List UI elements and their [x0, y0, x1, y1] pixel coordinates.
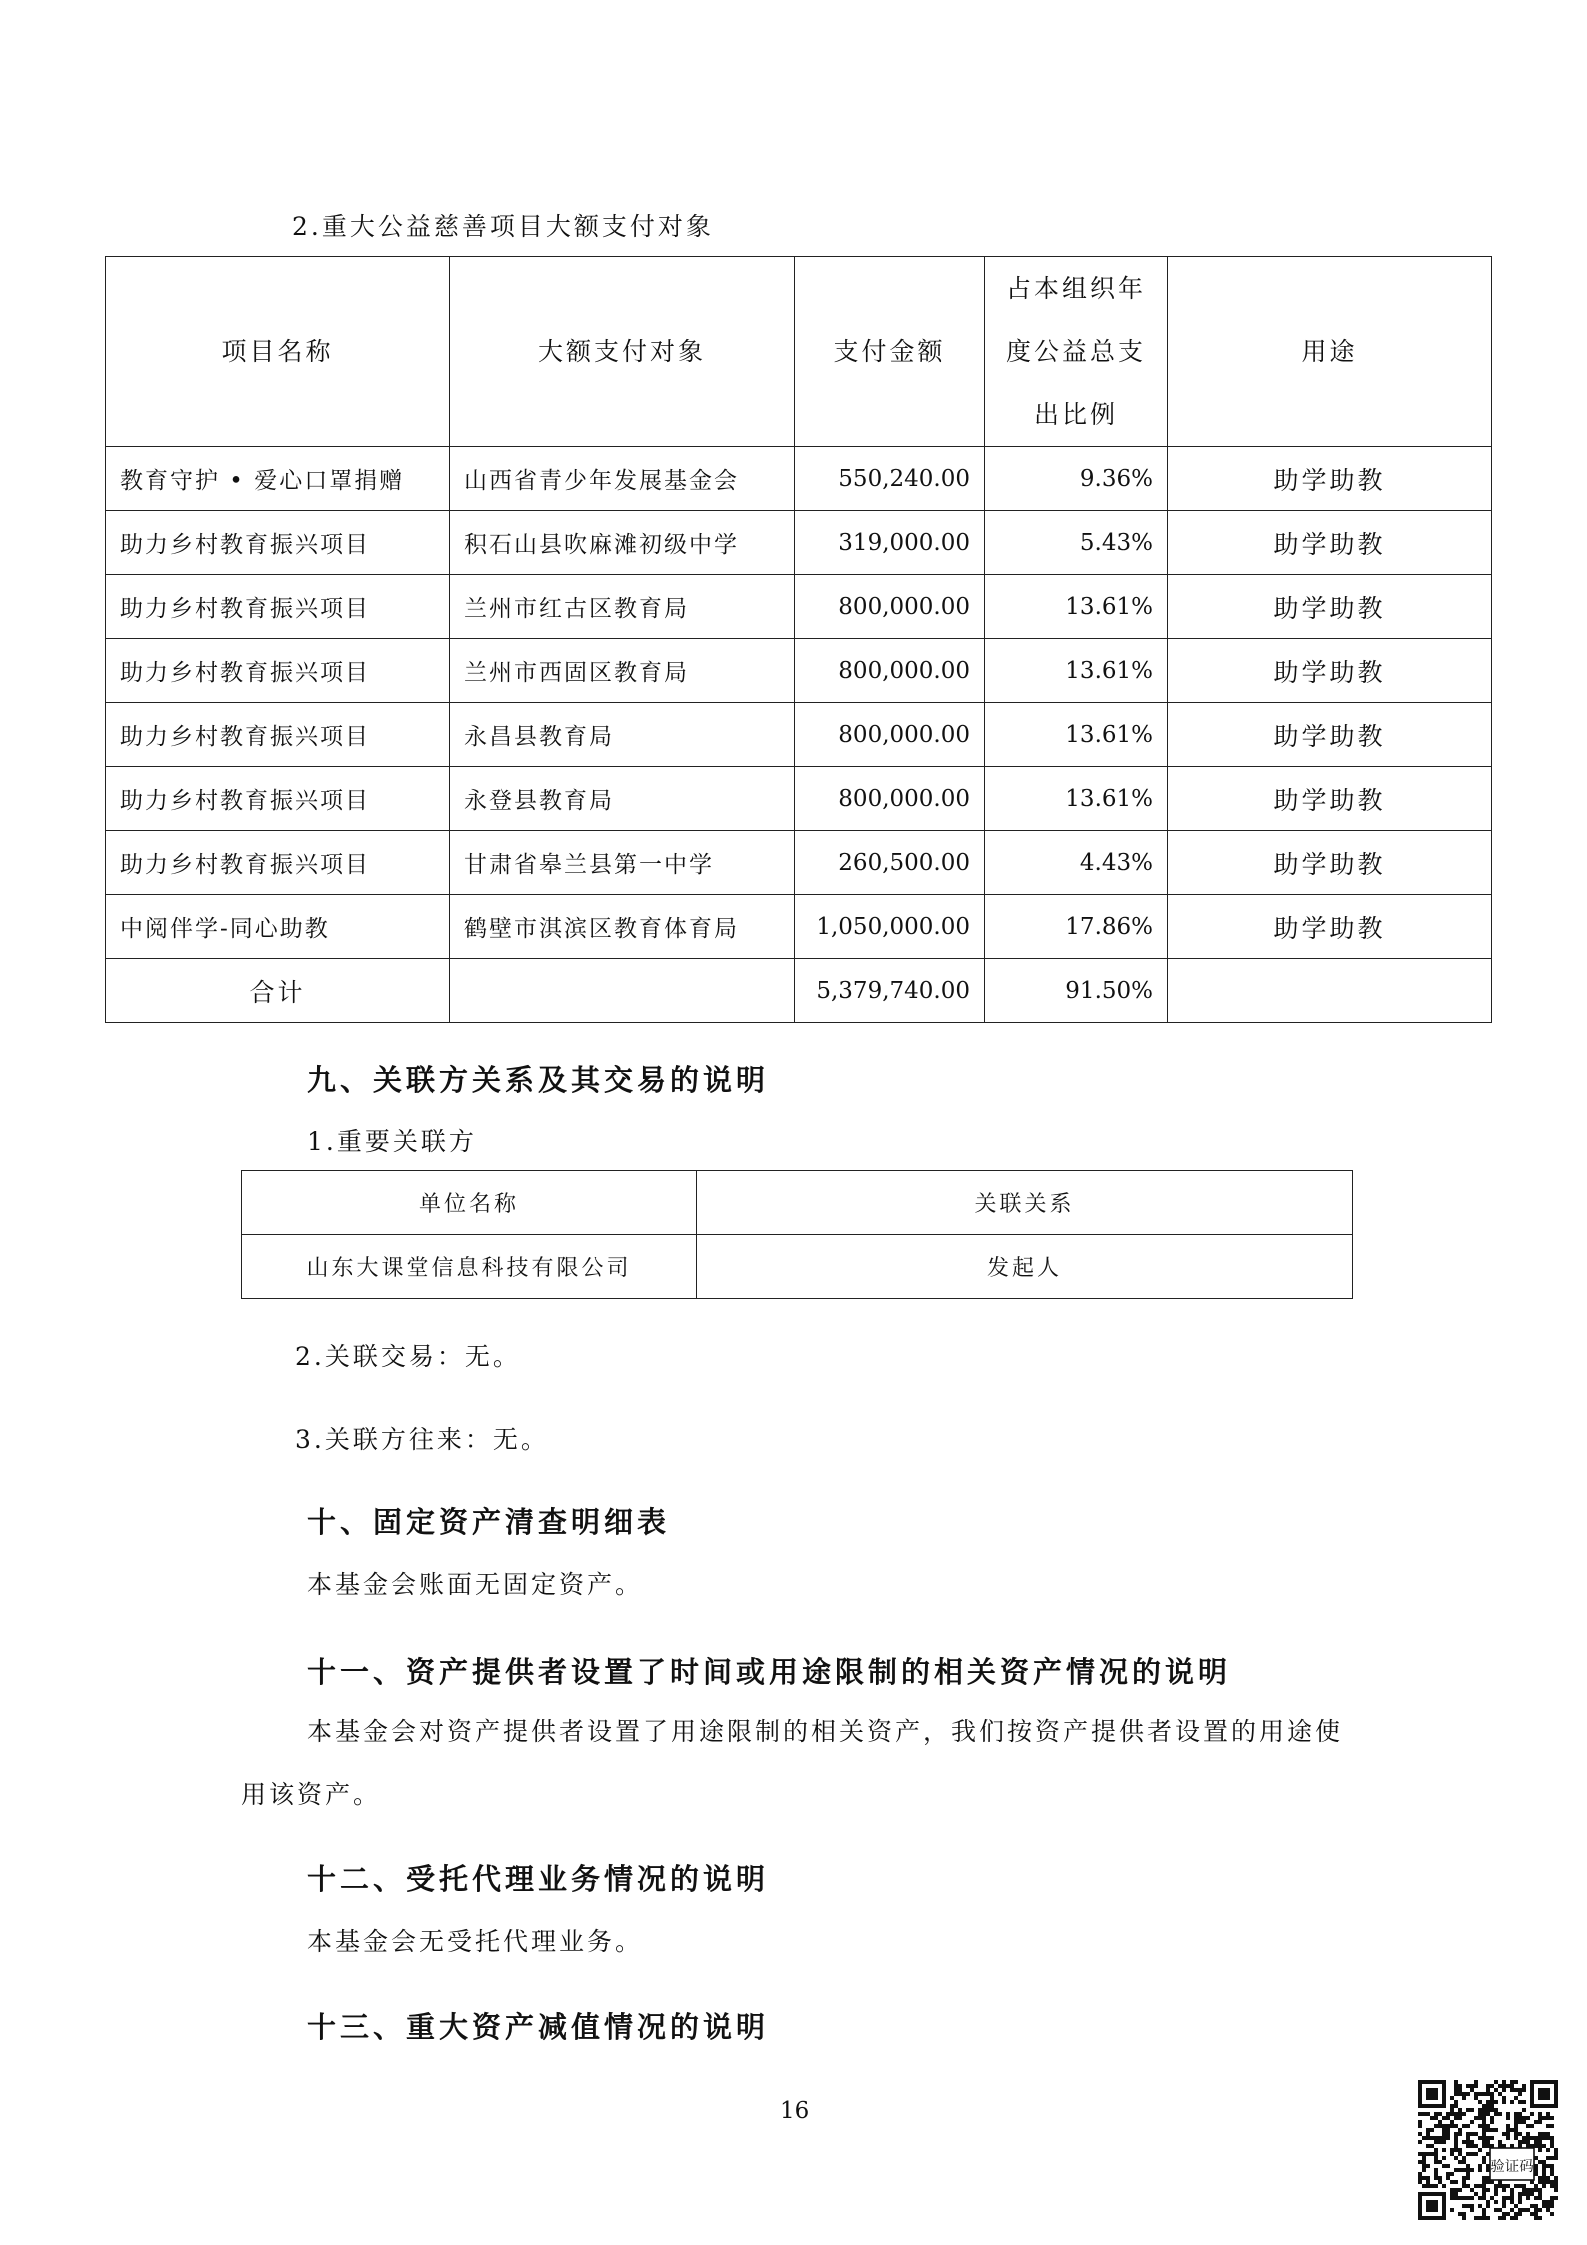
section10-heading: 十、固定资产清查明细表 [307, 1505, 671, 1539]
row-amount: 319,000.00 [795, 511, 985, 575]
row-payee: 永昌县教育局 [450, 703, 795, 767]
table-row [106, 895, 1492, 959]
row-amount: 260,500.00 [795, 831, 985, 895]
total-payee-empty [450, 959, 795, 1023]
row-payee: 甘肃省皋兰县第一中学 [450, 831, 795, 895]
row-usage: 助学助教 [1168, 575, 1492, 639]
table-row [106, 831, 1492, 895]
row-payee: 兰州市西固区教育局 [450, 639, 795, 703]
header-unit-name: 单位名称 [242, 1171, 697, 1235]
section9-sub1: 1.重要关联方 [307, 1127, 477, 1156]
section9-sub3: 3.关联方往来：无。 [295, 1425, 549, 1454]
related-party-table [241, 1170, 1353, 1299]
row-project: 助力乡村教育振兴项目 [106, 703, 450, 767]
header-usage: 用途 [1168, 257, 1492, 447]
payees-title: 2.重大公益慈善项目大额支付对象 [292, 212, 714, 241]
row-usage: 助学助教 [1168, 511, 1492, 575]
row-ratio: 13.61% [985, 703, 1168, 767]
row-usage: 助学助教 [1168, 767, 1492, 831]
row-project: 教育守护 • 爱心口罩捐赠 [106, 447, 450, 511]
section12-heading: 十二、受托代理业务情况的说明 [307, 1862, 770, 1896]
row-usage: 助学助教 [1168, 831, 1492, 895]
payees-table [105, 256, 1492, 1023]
row-payee: 积石山县吹麻滩初级中学 [450, 511, 795, 575]
row-amount: 1,050,000.00 [795, 895, 985, 959]
row-project: 助力乡村教育振兴项目 [106, 767, 450, 831]
row-payee: 永登县教育局 [450, 767, 795, 831]
header-amount: 支付金额 [795, 257, 985, 447]
header-ratio-line-2: 度公益总支 [1005, 337, 1146, 366]
header-relation: 关联关系 [697, 1171, 1353, 1235]
page-number: 16 [780, 2098, 810, 2124]
related-party-name: 山东大课堂信息科技有限公司 [242, 1235, 697, 1299]
row-usage: 助学助教 [1168, 639, 1492, 703]
row-amount: 800,000.00 [795, 767, 985, 831]
section10-text: 本基金会账面无固定资产。 [307, 1570, 644, 1599]
table-row [106, 575, 1492, 639]
section11-line1: 本基金会对资产提供者设置了用途限制的相关资产，我们按资产提供者设置的用途使 [307, 1717, 1344, 1746]
row-usage: 助学助教 [1168, 447, 1492, 511]
row-usage: 助学助教 [1168, 703, 1492, 767]
table-row [106, 703, 1492, 767]
table-row [106, 447, 1492, 511]
row-payee: 兰州市红古区教育局 [450, 575, 795, 639]
header-payee: 大额支付对象 [450, 257, 795, 447]
payees-header-row [106, 257, 1492, 447]
row-ratio: 13.61% [985, 767, 1168, 831]
table-row [242, 1235, 1353, 1299]
row-project: 中阅伴学-同心助教 [106, 895, 450, 959]
row-amount: 800,000.00 [795, 575, 985, 639]
row-ratio: 4.43% [985, 831, 1168, 895]
row-payee: 鹤壁市淇滨区教育体育局 [450, 895, 795, 959]
section12-text: 本基金会无受托代理业务。 [307, 1927, 644, 1956]
table-row [106, 639, 1492, 703]
total-label: 合计 [106, 959, 450, 1023]
total-row [106, 959, 1492, 1023]
table-row [106, 511, 1492, 575]
section9-heading: 九、关联方关系及其交易的说明 [307, 1063, 770, 1097]
header-ratio [985, 257, 1168, 447]
row-project: 助力乡村教育振兴项目 [106, 511, 450, 575]
row-ratio: 13.61% [985, 575, 1168, 639]
section11-line2: 用该资产。 [241, 1780, 382, 1809]
table-row [106, 767, 1492, 831]
row-ratio: 13.61% [985, 639, 1168, 703]
row-ratio: 5.43% [985, 511, 1168, 575]
row-amount: 800,000.00 [795, 639, 985, 703]
qr-code-icon [1418, 2080, 1558, 2220]
total-usage-empty [1168, 959, 1492, 1023]
row-ratio: 17.86% [985, 895, 1168, 959]
header-ratio-line-3: 出比例 [1033, 400, 1118, 429]
row-usage: 助学助教 [1168, 895, 1492, 959]
section13-heading: 十三、重大资产减值情况的说明 [307, 2010, 770, 2044]
row-project: 助力乡村教育振兴项目 [106, 639, 450, 703]
row-project: 助力乡村教育振兴项目 [106, 831, 450, 895]
header-ratio-line-1: 占本组织年 [1005, 274, 1146, 303]
related-party-relation: 发起人 [697, 1235, 1353, 1299]
row-amount: 550,240.00 [795, 447, 985, 511]
total-amount: 5,379,740.00 [795, 959, 985, 1023]
header-project: 项目名称 [106, 257, 450, 447]
row-project: 助力乡村教育振兴项目 [106, 575, 450, 639]
related-party-header-row [242, 1171, 1353, 1235]
row-ratio: 9.36% [985, 447, 1168, 511]
section9-sub2: 2.关联交易：无。 [295, 1342, 521, 1371]
section11-heading: 十一、资产提供者设置了时间或用途限制的相关资产情况的说明 [307, 1655, 1232, 1689]
total-ratio: 91.50% [985, 959, 1168, 1023]
qr-stamp-text: 验证码 [1490, 2159, 1534, 2176]
row-amount: 800,000.00 [795, 703, 985, 767]
row-payee: 山西省青少年发展基金会 [450, 447, 795, 511]
